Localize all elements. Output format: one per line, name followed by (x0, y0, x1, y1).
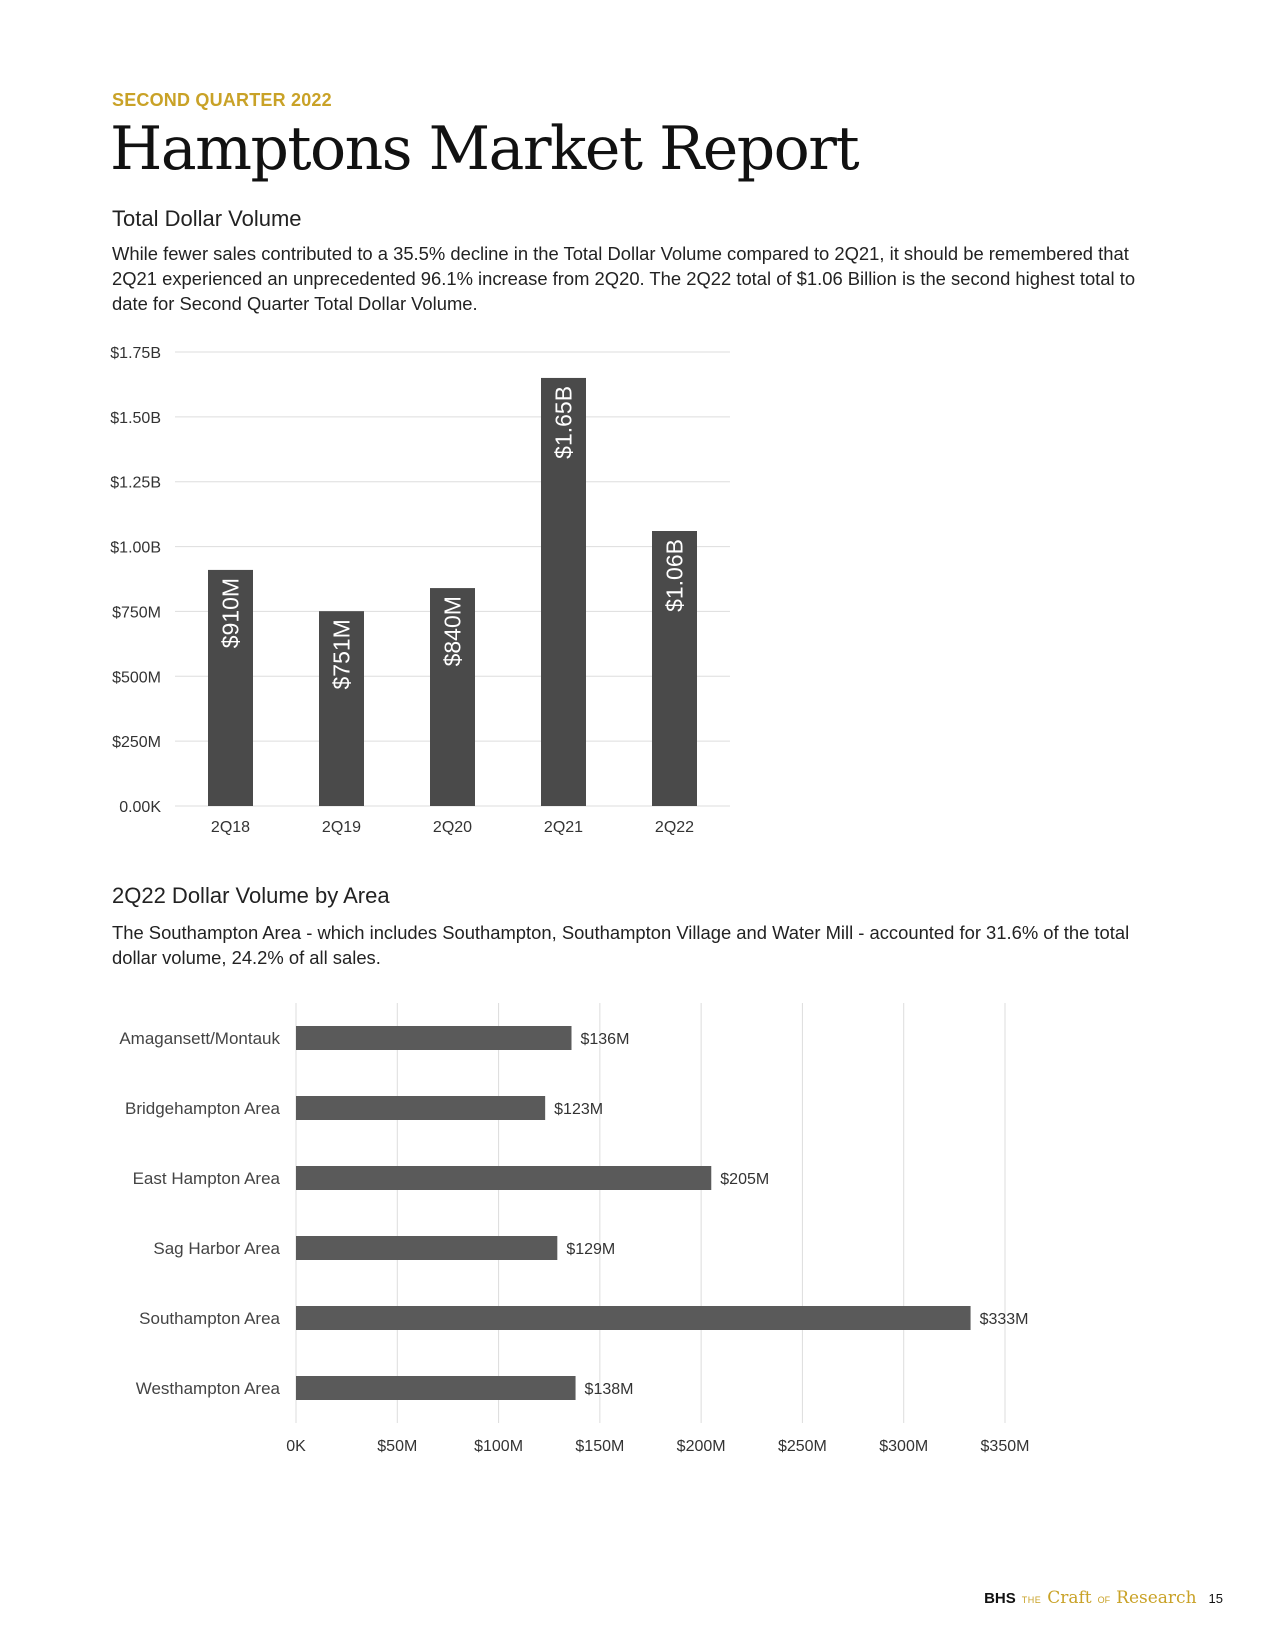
footer-of: OF (1097, 1595, 1111, 1605)
bar-data-label: $138M (584, 1381, 634, 1398)
bar-data-label: $205M (720, 1171, 770, 1188)
bar-data-label: $129M (566, 1241, 616, 1258)
category-label: Amagansett/Montauk (119, 1029, 280, 1048)
category-label: East Hampton Area (132, 1169, 280, 1188)
footer-research: Research (1116, 1588, 1197, 1608)
x-tick-label: $150M (575, 1438, 625, 1455)
y-tick-label: $750M (112, 604, 161, 622)
x-tick-label: $50M (377, 1438, 418, 1455)
category-label: Southampton Area (139, 1309, 280, 1328)
y-tick-label: $1.25B (110, 474, 161, 492)
category-label: Sag Harbor Area (153, 1239, 280, 1258)
section-body-volume-by-area: The Southampton Area - which includes Southampton, Southampton Village and Water Mill - accounted for 31.6% of the total dollar volume, 24.2% of all sales. (112, 922, 1130, 968)
section-heading-total-dollar-volume: Total Dollar Volume (112, 206, 302, 231)
category-label: Bridgehampton Area (125, 1099, 280, 1118)
bar-data-label: $910M (217, 577, 244, 649)
footer-the: THE (1021, 1595, 1042, 1605)
category-label: Westhampton Area (135, 1379, 280, 1398)
y-tick-label: $250M (112, 734, 161, 752)
x-tick-label: $200M (676, 1438, 726, 1455)
x-tick-label: 2Q22 (654, 819, 695, 836)
hbar-sag-harbor-area (296, 1236, 557, 1260)
hbar-bridgehampton-area (296, 1096, 545, 1120)
hbar-amagansett-montauk (296, 1026, 571, 1050)
y-tick-label: $1.00B (110, 539, 161, 557)
x-tick-label: 2Q21 (543, 819, 584, 836)
bar-data-label: $840M (439, 596, 466, 667)
bar-data-label: $123M (554, 1101, 604, 1118)
bar-data-label: $136M (580, 1031, 630, 1048)
y-tick-label: $1.50B (110, 409, 161, 427)
x-tick-label: 0K (286, 1438, 306, 1455)
x-tick-label: $250M (777, 1438, 827, 1455)
x-tick-label: $100M (474, 1438, 524, 1455)
x-tick-label: $300M (879, 1438, 929, 1455)
x-tick-label: $350M (980, 1438, 1030, 1455)
x-tick-label: 2Q19 (321, 819, 362, 836)
footer (984, 1588, 1223, 1608)
footer-brand: BHS (984, 1590, 1016, 1607)
horizontal-bar-chart (0, 995, 1275, 1475)
section-heading-volume-by-area: 2Q22 Dollar Volume by Area (112, 883, 390, 908)
x-tick-label: 2Q18 (210, 819, 251, 836)
hbar-westhampton-area (296, 1376, 576, 1400)
y-tick-label: $500M (112, 669, 161, 687)
report-eyebrow: SECOND QUARTER 2022 (112, 90, 332, 110)
vertical-bar-chart (0, 330, 1275, 836)
bar-data-label: $751M (328, 619, 355, 690)
bar-data-label: $333M (979, 1311, 1029, 1328)
footer-craft: Craft (1047, 1588, 1092, 1608)
hbar-southampton-area (296, 1306, 971, 1330)
bar-data-label: $1.65B (550, 385, 577, 459)
hbar-east-hampton-area (296, 1166, 711, 1190)
section-body-total-dollar-volume: While fewer sales contributed to a 35.5% decline in the Total Dollar Volume compared to 2Q21, it should be remembered that 2Q21 experienced an unprecedented 96.1% increase from 2Q20. The 2Q22 total of $1.06 Billion is the second highest total to date for Second Quarter Total Dollar Volume. (112, 243, 1136, 314)
x-tick-label: 2Q20 (432, 819, 473, 836)
page-number: 15 (1208, 1591, 1223, 1606)
bar-data-label: $1.06B (661, 539, 688, 612)
page-title: Hamptons Market Report (110, 114, 859, 184)
y-tick-label: 0.00K (119, 799, 161, 816)
y-tick-label: $1.75B (110, 345, 161, 362)
